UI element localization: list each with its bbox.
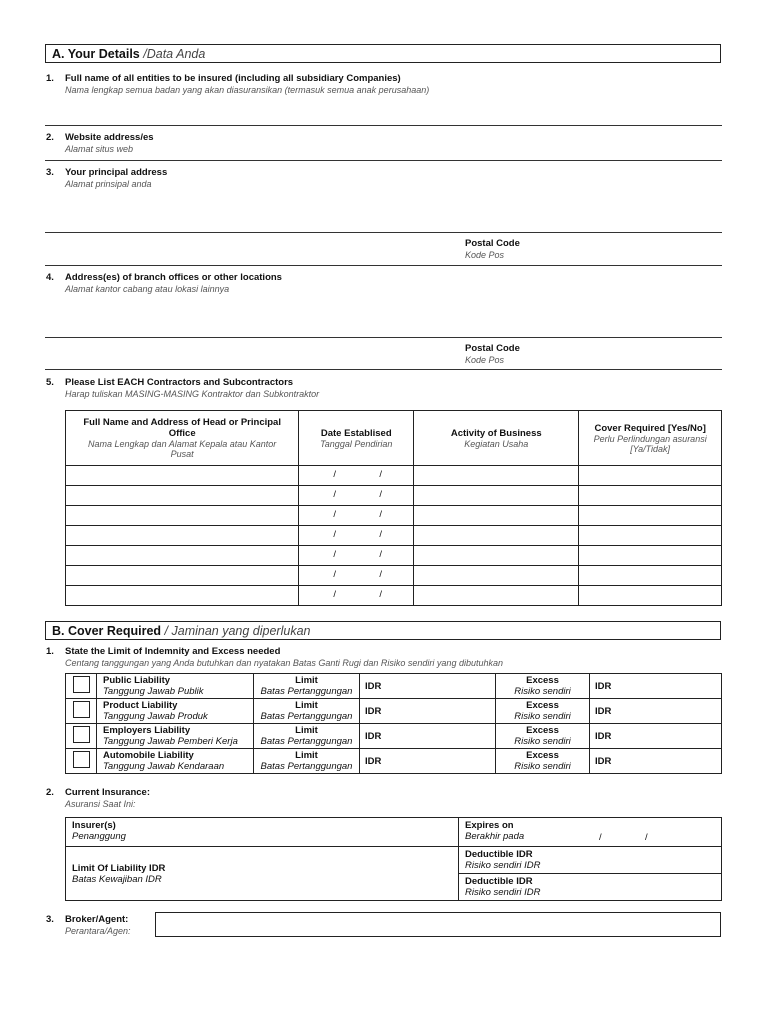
cover-checkbox[interactable] [73, 726, 90, 743]
q3-answer-line[interactable] [45, 232, 722, 233]
cover-checkbox[interactable] [73, 676, 90, 693]
expires-date-slash-1: / [599, 832, 602, 843]
limit-label-cell: Limit Batas Pertanggungan [254, 674, 360, 699]
contractor-row [66, 586, 722, 606]
cover-checkbox[interactable] [73, 751, 90, 768]
deductible-field-1[interactable]: Deductible IDR Risiko sendiri IDR [459, 847, 722, 874]
limit-idr-field[interactable]: IDR [360, 699, 496, 724]
contractor-name-cell[interactable] [66, 566, 299, 586]
section-a-title: A. Your Details /Data Anda [52, 47, 206, 61]
cover-type-cell: Automobile Liability Tanggung Jawab Kendaraan [97, 749, 254, 774]
cover-checkbox-cell[interactable] [66, 724, 97, 749]
contractors-table [65, 410, 722, 606]
cover-row [66, 699, 722, 724]
q2-number: 2. [46, 132, 54, 143]
contractor-activity-cell[interactable] [414, 566, 579, 586]
contractor-activity-cell[interactable] [414, 506, 579, 526]
q1-sublabel: Nama lengkap semua badan yang akan diasuransikan (termasuk semua anak perusahaan) [65, 85, 430, 95]
contractor-row [66, 466, 722, 486]
date-slash: / [379, 529, 382, 540]
limit-idr-field[interactable]: IDR [360, 749, 496, 774]
q3-postal-label: Postal Code [465, 238, 520, 249]
date-slash: / [379, 489, 382, 500]
contractor-date-cell[interactable] [299, 546, 414, 566]
contractor-row [66, 506, 722, 526]
excess-idr-field[interactable]: IDR [590, 699, 722, 724]
q1-number: 1. [46, 73, 54, 84]
cover-checkbox-cell[interactable] [66, 674, 97, 699]
excess-label-cell: Excess Risiko sendiri [496, 699, 590, 724]
contractor-activity-cell[interactable] [414, 466, 579, 486]
q4-postal-line[interactable] [45, 369, 722, 370]
contractor-row [66, 486, 722, 506]
limit-idr-field[interactable]: IDR [360, 724, 496, 749]
header-date-established: Date Establised Tanggal Pendirian [299, 411, 414, 466]
q3-label: Your principal address [65, 167, 168, 178]
cover-type-cell: Public Liability Tanggung Jawab Publik [97, 674, 254, 699]
contractor-date-cell[interactable] [299, 506, 414, 526]
section-b-header [45, 621, 721, 640]
date-slash: / [333, 469, 336, 480]
broker-agent-input[interactable] [155, 912, 721, 937]
q2-label: Website address/es [65, 132, 154, 143]
b-q1-number: 1. [46, 646, 54, 657]
contractor-cover-cell[interactable] [579, 526, 722, 546]
b-q1-sublabel: Centang tanggungan yang Anda butuhkan dan nyatakan Batas Ganti Rugi dan Risiko sendiri yang dibutuhkan [65, 658, 503, 668]
cover-row [66, 749, 722, 774]
expires-date-slash-2: / [645, 832, 648, 843]
q4-label: Address(es) of branch offices or other locations [65, 272, 282, 283]
q4-sublabel: Alamat kantor cabang atau lokasi lainnya [65, 284, 230, 294]
contractor-activity-cell[interactable] [414, 486, 579, 506]
contractor-activity-cell[interactable] [414, 546, 579, 566]
q3-number: 3. [46, 167, 54, 178]
contractor-name-cell[interactable] [66, 466, 299, 486]
date-slash: / [379, 509, 382, 520]
date-slash: / [333, 589, 336, 600]
contractor-date-cell[interactable] [299, 566, 414, 586]
cover-checkbox-cell[interactable] [66, 749, 97, 774]
excess-idr-field[interactable]: IDR [590, 724, 722, 749]
header-activity: Activity of Business Kegiatan Usaha [414, 411, 579, 466]
excess-idr-field[interactable]: IDR [590, 749, 722, 774]
contractor-row [66, 566, 722, 586]
cover-type-cell: Product Liability Tanggung Jawab Produk [97, 699, 254, 724]
b-q2-sublabel: Asuransi Saat Ini: [65, 799, 136, 809]
header-full-name: Full Name and Address of Head or Principal Office Nama Lengkap dan Alamat Kepala atau Kantor Pusat [66, 411, 299, 466]
date-slash: / [379, 549, 382, 560]
expires-field[interactable]: Expires on Berakhir pada / / [459, 818, 722, 847]
q4-answer-line[interactable] [45, 337, 722, 338]
b-q3-number: 3. [46, 914, 54, 925]
date-slash: / [333, 569, 336, 580]
contractor-cover-cell[interactable] [579, 586, 722, 606]
header-cover-required: Cover Required [Yes/No] Perlu Perlindungan asuransi [Ya/Tidak] [579, 411, 722, 466]
contractor-cover-cell[interactable] [579, 546, 722, 566]
contractor-name-cell[interactable] [66, 506, 299, 526]
cover-checkbox[interactable] [73, 701, 90, 718]
date-slash: / [333, 509, 336, 520]
b-q3-label: Broker/Agent: [65, 914, 129, 925]
cover-table [65, 673, 722, 774]
contractor-row [66, 546, 722, 566]
contractor-name-cell[interactable] [66, 486, 299, 506]
contractor-date-cell[interactable] [299, 586, 414, 606]
contractor-row [66, 526, 722, 546]
contractor-activity-cell[interactable] [414, 586, 579, 606]
cover-type-cell: Employers Liability Tanggung Jawab Pemberi Kerja [97, 724, 254, 749]
contractor-activity-cell[interactable] [414, 526, 579, 546]
q2-answer-line[interactable] [45, 160, 722, 161]
cover-row [66, 674, 722, 699]
limit-label-cell: Limit Batas Pertanggungan [254, 749, 360, 774]
q4-postal-sublabel: Kode Pos [465, 355, 505, 365]
limit-of-liability-field[interactable]: Limit Of Liability IDR Batas Kewajiban IDR [66, 847, 459, 901]
q5-label: Please List EACH Contractors and Subcontractors [65, 377, 294, 388]
b-q1-label: State the Limit of Indemnity and Excess needed [65, 646, 281, 657]
current-insurance-table [65, 817, 722, 901]
q4-number: 4. [46, 272, 54, 283]
date-slash: / [379, 569, 382, 580]
q1-label: Full name of all entities to be insured (including all subsidiary Companies) [65, 73, 401, 84]
date-slash: / [333, 489, 336, 500]
q5-number: 5. [46, 377, 54, 388]
contractor-date-cell[interactable] [299, 526, 414, 546]
date-slash: / [379, 469, 382, 480]
excess-idr-field[interactable]: IDR [590, 674, 722, 699]
q3-postal-line[interactable] [45, 265, 722, 266]
cover-checkbox-cell[interactable] [66, 699, 97, 724]
contractor-name-cell[interactable] [66, 526, 299, 546]
excess-label-cell: Excess Risiko sendiri [496, 674, 590, 699]
date-slash: / [333, 549, 336, 560]
contractors-header-row [66, 411, 722, 466]
contractor-cover-cell[interactable] [579, 486, 722, 506]
cover-row [66, 724, 722, 749]
contractor-name-cell[interactable] [66, 586, 299, 606]
section-b-title: B. Cover Required / Jaminan yang diperlukan [52, 624, 311, 638]
contractor-cover-cell[interactable] [579, 566, 722, 586]
contractor-cover-cell[interactable] [579, 506, 722, 526]
contractor-date-cell[interactable] [299, 466, 414, 486]
b-q3-sublabel: Perantara/Agen: [65, 926, 131, 936]
deductible-field-2[interactable]: Deductible IDR Risiko sendiri IDR [459, 874, 722, 901]
excess-label-cell: Excess Risiko sendiri [496, 749, 590, 774]
contractor-cover-cell[interactable] [579, 466, 722, 486]
q3-postal-sublabel: Kode Pos [465, 250, 505, 260]
b-q2-number: 2. [46, 787, 54, 798]
q3-sublabel: Alamat prinsipal anda [65, 179, 152, 189]
q5-sublabel: Harap tuliskan MASING-MASING Kontraktor dan Subkontraktor [65, 389, 320, 399]
insurer-field[interactable]: Insurer(s) Penanggung [66, 818, 459, 847]
contractor-name-cell[interactable] [66, 546, 299, 566]
date-slash: / [333, 529, 336, 540]
limit-label-cell: Limit Batas Pertanggungan [254, 699, 360, 724]
q2-sublabel: Alamat situs web [65, 144, 134, 154]
section-a-header [45, 44, 721, 63]
q1-answer-line[interactable] [45, 125, 722, 126]
excess-label-cell: Excess Risiko sendiri [496, 724, 590, 749]
limit-label-cell: Limit Batas Pertanggungan [254, 724, 360, 749]
b-q2-label: Current Insurance: [65, 787, 150, 798]
q4-postal-label: Postal Code [465, 343, 520, 354]
contractor-date-cell[interactable] [299, 486, 414, 506]
limit-idr-field[interactable]: IDR [360, 674, 496, 699]
date-slash: / [379, 589, 382, 600]
